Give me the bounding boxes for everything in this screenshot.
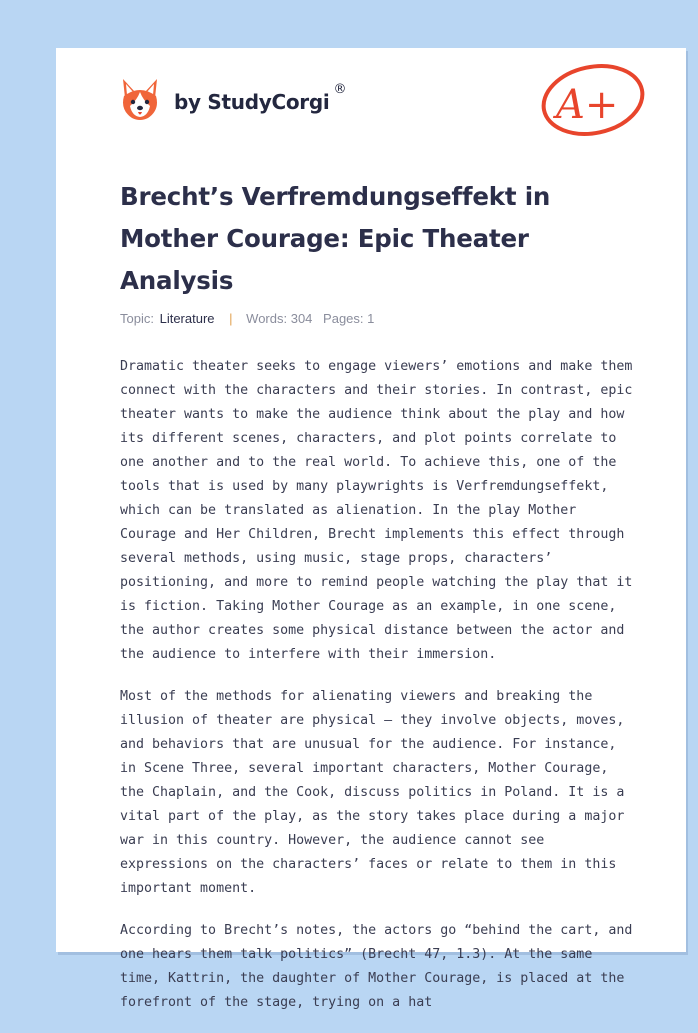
brand-logo[interactable] (120, 74, 346, 124)
registered-mark: ® (333, 81, 347, 97)
topic-label: Topic: (120, 311, 154, 326)
meta-separator: | (229, 311, 233, 326)
topic-link[interactable]: Literature (159, 311, 215, 326)
pages-value: 1 (367, 311, 375, 326)
paragraph: Dramatic theater seeks to engage viewers’ emotions and make them connect with the characters and their stories. In contrast, epic theater wants to make the audience think about the play and how its different scenes, characters, and plot points correlate to one another and to the real world. To achieve this, one of the tools that is used by many playwrights is Verfremdungseffekt, which can be translated as alienation. In the play Mother Courage and Her Children, Brecht implements this effect through several methods, using music, stage props, characters’ positioning, and more to remind people watching the play that it is fiction. Taking Mother Courage as an example, in one scene, the author creates some physical distance between the actor and the audience to interfere with their immersion. (120, 359, 633, 662)
page-title: Brecht’s Verfremdungseffekt in Mother Courage: Epic Theater Analysis (120, 182, 551, 295)
paragraph: According to Brecht’s notes, the actors go “behind the cart, and one hears them talk politics” (Brecht 47, 1.3). At the same time, Kattrin, the daughter of Mother Courage, is placed at the forefront of the stage, trying on a hat (120, 923, 633, 1010)
brand-name: by StudyCorgi (174, 90, 330, 114)
words-value: 304 (290, 311, 313, 326)
essay-meta (120, 311, 374, 326)
grade-text: A+ (556, 82, 619, 128)
words-label: Words: (246, 311, 288, 326)
paragraph: Most of the methods for alienating viewers and breaking the illusion of theater are physical – they involve objects, moves, and behaviors that are unusual for the audience. For instance, in Scene Three, several important characters, Mother Courage, the Chaplain, and the Cook, discuss politics in Poland. It is a vital part of the play, as the story takes place during a major war in this country. However, the audience cannot see expressions on the characters’ faces or relate to them in this important moment. (120, 689, 625, 896)
pages-label: Pages: (323, 311, 364, 326)
essay-body (120, 355, 634, 1033)
essay-card (56, 48, 686, 1010)
grade-badge (538, 58, 648, 146)
corgi-icon (120, 76, 160, 122)
